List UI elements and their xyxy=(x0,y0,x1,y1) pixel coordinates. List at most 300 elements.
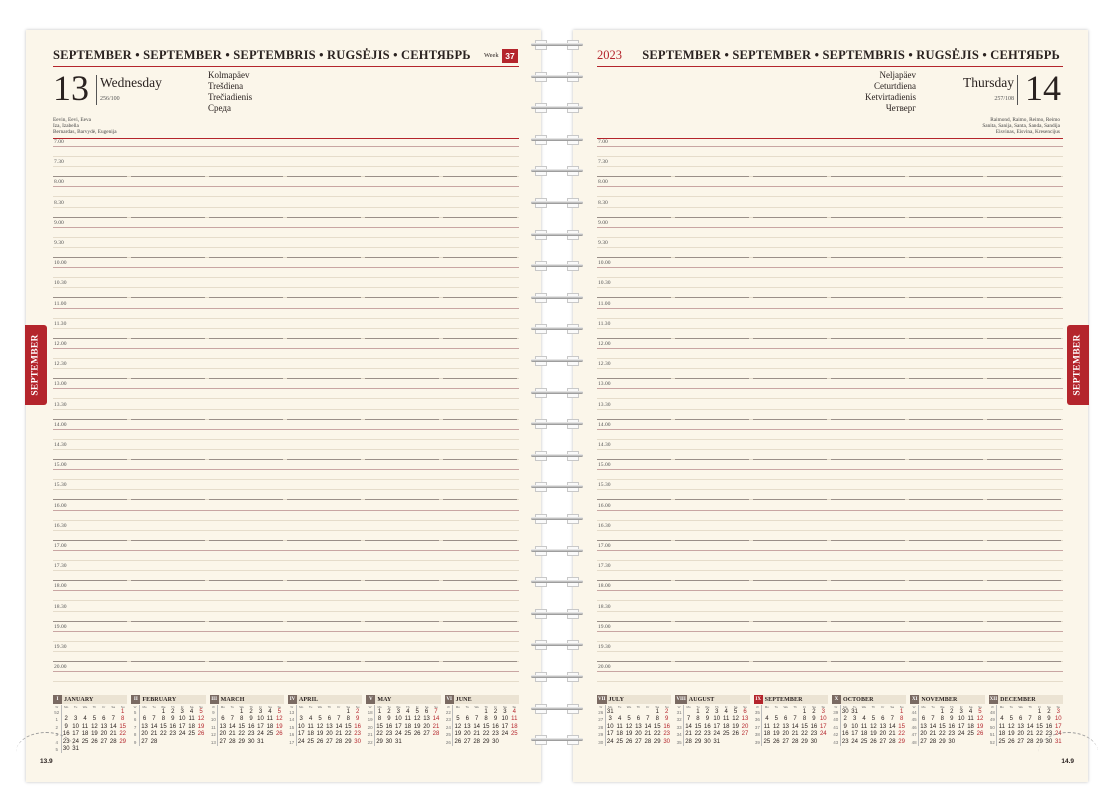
time-slot-line[interactable] xyxy=(597,429,1063,430)
mini-calendar-header xyxy=(675,695,749,704)
hour-grid[interactable] xyxy=(53,138,519,684)
month-name: MARCH xyxy=(220,696,245,703)
day-count: 257/108 xyxy=(994,96,1014,102)
time-slot-line[interactable] xyxy=(53,166,519,167)
column-segment xyxy=(831,257,905,258)
month-roman-numeral: XI xyxy=(912,697,918,702)
time-slot-line[interactable] xyxy=(53,570,519,571)
column-segment xyxy=(131,176,205,177)
time-slot-line[interactable] xyxy=(53,631,519,632)
column-segment xyxy=(987,297,1061,298)
time-label: 18.00 xyxy=(54,583,67,590)
week-row: 46 13 14 15 16 17 18 19 xyxy=(911,723,984,730)
column-segment xyxy=(597,378,671,379)
time-slot-line[interactable] xyxy=(597,489,1063,490)
week-row: 39 25 26 27 28 29 30 xyxy=(754,738,818,745)
month-roman-numeral: III xyxy=(211,697,218,702)
column-segment xyxy=(287,176,361,177)
header-rule xyxy=(597,66,1063,67)
time-label: 7.00 xyxy=(54,139,64,145)
month-roman-numeral: IX xyxy=(755,697,761,702)
time-slot-line[interactable] xyxy=(53,590,519,591)
week-row: 30 24 25 26 27 28 29 30 xyxy=(598,738,670,745)
column-segment xyxy=(287,378,361,379)
half-slot-line xyxy=(53,641,519,642)
time-label: 10.00 xyxy=(54,260,67,267)
spiral-ring xyxy=(531,324,583,334)
column-segment xyxy=(443,540,517,541)
mini-calendar-header xyxy=(131,695,205,704)
month-roman-numeral: VI xyxy=(446,697,452,702)
grid-top-rule xyxy=(597,138,1063,139)
month-roman-numeral: VII xyxy=(598,697,606,702)
column-segment xyxy=(987,499,1061,500)
time-label: 18.30 xyxy=(598,603,611,610)
column-segment xyxy=(365,540,439,541)
time-slot-line[interactable] xyxy=(53,368,519,369)
column-segment xyxy=(987,176,1061,177)
column-segment xyxy=(443,580,517,581)
time-slot-line[interactable] xyxy=(53,146,519,147)
month-roman-numeral: X xyxy=(832,695,841,704)
column-segment xyxy=(209,217,283,218)
column-segment xyxy=(443,297,517,298)
name-days xyxy=(982,117,1060,136)
column-segment xyxy=(675,580,749,581)
month-name: APRIL xyxy=(298,696,319,703)
column-segment xyxy=(53,378,127,379)
column-segment xyxy=(365,217,439,218)
half-slot-line xyxy=(53,600,519,601)
column-segment xyxy=(443,419,517,420)
column-segment xyxy=(987,378,1061,379)
column-segment xyxy=(209,338,283,339)
time-label: 18.00 xyxy=(598,583,611,590)
half-slot-line xyxy=(597,196,1063,197)
mini-calendar-july xyxy=(597,695,671,749)
spiral-ring xyxy=(531,135,583,145)
column-segment xyxy=(675,297,749,298)
column-segment xyxy=(597,419,671,420)
column-segment xyxy=(831,661,905,662)
week-row: 44 1 2 3 4 5 xyxy=(911,709,982,715)
week-row: 12 20 21 22 23 24 25 26 xyxy=(210,731,283,738)
column-segment xyxy=(365,499,439,500)
time-slot-line[interactable] xyxy=(53,348,519,349)
time-slot-line[interactable] xyxy=(597,308,1063,309)
column-segment xyxy=(831,176,905,177)
column-segment xyxy=(209,499,283,500)
week-row: 35 28 29 30 31 xyxy=(676,738,721,745)
time-slot-line[interactable] xyxy=(597,651,1063,652)
column-segment xyxy=(131,621,205,622)
weekday-row: W Mo Tu We Th Fr Sa Su xyxy=(597,704,671,709)
week-row: 6 6 7 8 9 10 11 12 xyxy=(131,716,205,723)
time-slot-line[interactable] xyxy=(597,671,1063,672)
column-segment xyxy=(831,338,905,339)
column-segment xyxy=(753,540,827,541)
page-number: 14.9 xyxy=(1061,758,1074,765)
mini-calendar-march xyxy=(210,695,284,749)
month-name: OCTOBER xyxy=(842,696,874,703)
half-slot-line xyxy=(597,681,1063,682)
mini-calendar-header xyxy=(910,695,984,704)
half-slot-line xyxy=(597,156,1063,157)
name-day-line: Eevin, Eevi, Eeva xyxy=(53,117,91,123)
time-slot-line[interactable] xyxy=(53,186,519,187)
month-name: MAY xyxy=(377,696,392,703)
column-segment xyxy=(53,297,127,298)
column-segment xyxy=(597,459,671,460)
column-segment xyxy=(131,257,205,258)
column-segment xyxy=(909,419,983,420)
time-slot-line[interactable] xyxy=(597,207,1063,208)
weekday-row: W Mo Tu We Th Fr Sa Su xyxy=(832,704,906,709)
column-segment xyxy=(675,419,749,420)
column-segment xyxy=(675,499,749,500)
week-row: 3 16 17 18 19 20 21 22 xyxy=(53,731,127,738)
time-label: 10.00 xyxy=(598,260,611,267)
mini-calendar-august xyxy=(675,695,749,749)
time-slot-line[interactable] xyxy=(597,388,1063,389)
column-segment xyxy=(909,257,983,258)
column-segment xyxy=(443,257,517,258)
hour-grid[interactable] xyxy=(597,138,1063,684)
column-segment xyxy=(675,540,749,541)
spiral-ring xyxy=(531,514,583,524)
time-slot-line[interactable] xyxy=(53,530,519,531)
column-segment xyxy=(209,621,283,622)
half-slot-line xyxy=(53,358,519,359)
week-row: 47 20 21 22 23 24 25 26 xyxy=(911,731,984,738)
spiral-ring xyxy=(531,451,583,461)
time-slot-line[interactable] xyxy=(597,247,1063,248)
week-row: 45 6 7 8 9 10 11 12 xyxy=(911,716,984,723)
week-row: 4 23 24 25 26 27 28 29 xyxy=(53,739,127,746)
column-segment xyxy=(831,621,905,622)
column-segment xyxy=(831,419,905,420)
day-number: 14 xyxy=(1025,68,1061,108)
mini-calendars xyxy=(597,695,1063,749)
column-segment xyxy=(209,419,283,420)
time-label: 15.30 xyxy=(54,482,67,489)
time-slot-line[interactable] xyxy=(53,550,519,551)
week-row: 26 26 27 28 29 30 xyxy=(445,738,499,745)
column-segment xyxy=(443,661,517,662)
column-segment xyxy=(831,297,905,298)
time-label: 19.00 xyxy=(598,623,611,630)
time-slot-line[interactable] xyxy=(597,166,1063,167)
day-name-translations xyxy=(208,70,252,114)
week-row: 18 1 2 3 4 5 6 7 xyxy=(367,709,438,715)
column-segment xyxy=(53,217,127,218)
time-slot-line[interactable] xyxy=(53,651,519,652)
time-slot-line[interactable] xyxy=(53,247,519,248)
month-roman-numeral: IV xyxy=(289,697,296,702)
column-segment xyxy=(131,297,205,298)
mini-calendars xyxy=(53,695,519,752)
right-page xyxy=(573,30,1088,782)
translation-et: Neljapäev xyxy=(879,70,916,80)
column-segment xyxy=(597,338,671,339)
month-name: JANUARY xyxy=(64,696,94,703)
column-segment xyxy=(909,338,983,339)
column-segment xyxy=(131,661,205,662)
time-slot-line[interactable] xyxy=(597,146,1063,147)
time-label: 12.00 xyxy=(54,341,67,347)
time-slot-line[interactable] xyxy=(53,287,519,288)
spiral-ring xyxy=(531,388,583,398)
column-segment xyxy=(597,297,671,298)
time-label: 10.30 xyxy=(54,280,67,287)
week-row: 39 30 31 1 xyxy=(833,709,904,715)
column-segment xyxy=(753,459,827,460)
mini-calendar-april xyxy=(288,695,362,749)
time-label: 9.00 xyxy=(54,219,64,226)
column-segment xyxy=(443,621,517,622)
half-slot-line xyxy=(597,318,1063,319)
column-segment xyxy=(753,580,827,581)
column-segment xyxy=(287,580,361,581)
time-slot-line[interactable] xyxy=(53,308,519,309)
column-segment xyxy=(987,419,1061,420)
time-slot-line[interactable] xyxy=(53,267,519,268)
time-label: 13.00 xyxy=(54,381,67,388)
time-slot-line[interactable] xyxy=(53,207,519,208)
half-slot-line xyxy=(53,237,519,238)
time-label: 7.00 xyxy=(598,139,608,145)
column-segment xyxy=(909,580,983,581)
week-row: 20 15 16 17 18 19 20 21 xyxy=(367,723,440,730)
column-segment xyxy=(365,621,439,622)
column-segment xyxy=(365,378,439,379)
mini-calendar-header xyxy=(597,695,671,704)
spiral-ring xyxy=(531,609,583,619)
week-row: 2 9 10 11 12 13 14 15 xyxy=(53,724,127,731)
month-roman-numeral: VIII xyxy=(676,697,686,702)
column-segment xyxy=(287,338,361,339)
column-segment xyxy=(365,257,439,258)
column-segment xyxy=(987,540,1061,541)
time-slot-line[interactable] xyxy=(53,611,519,612)
column-segment xyxy=(753,661,827,662)
mini-calendar-header xyxy=(366,695,440,704)
half-slot-line xyxy=(597,439,1063,440)
half-slot-line xyxy=(53,156,519,157)
week-row: 5 1 2 3 4 5 xyxy=(131,709,205,716)
column-segment xyxy=(909,459,983,460)
week-row: 35 1 2 3 xyxy=(754,709,825,715)
day-name-translations xyxy=(865,70,916,114)
column-segment xyxy=(597,621,671,622)
time-slot-line[interactable] xyxy=(597,449,1063,450)
mini-calendar-header xyxy=(989,695,1063,704)
time-slot-line[interactable] xyxy=(597,570,1063,571)
time-slot-line[interactable] xyxy=(597,590,1063,591)
half-slot-line xyxy=(53,277,519,278)
name-day-line: Iza, Izabella xyxy=(53,123,79,130)
time-slot-line[interactable] xyxy=(53,388,519,389)
time-slot-line[interactable] xyxy=(597,530,1063,531)
week-row: 41 9 10 11 12 13 14 15 xyxy=(833,723,905,730)
time-label: 20.00 xyxy=(598,664,611,671)
time-slot-line[interactable] xyxy=(597,631,1063,632)
half-slot-line xyxy=(53,398,519,399)
time-slot-line[interactable] xyxy=(53,449,519,450)
column-segment xyxy=(287,621,361,622)
name-day-line: Sanita, Sanija, Santa, Sanda, Sandija xyxy=(982,123,1060,130)
half-slot-line xyxy=(597,600,1063,601)
page-curl xyxy=(16,732,76,772)
time-slot-line[interactable] xyxy=(597,287,1063,288)
column-segment xyxy=(909,621,983,622)
week-row: 10 6 7 8 9 10 11 12 xyxy=(210,716,283,723)
name-days xyxy=(53,117,117,136)
weekday-row: W Mo Tu We Th Fr Sa Su xyxy=(210,704,284,709)
column-segment xyxy=(53,580,127,581)
time-label: 16.30 xyxy=(598,522,611,529)
spiral-ring xyxy=(531,577,583,587)
time-slot-line[interactable] xyxy=(597,368,1063,369)
time-label: 15.00 xyxy=(54,462,67,469)
half-slot-line xyxy=(53,318,519,319)
spiral-ring xyxy=(531,72,583,82)
mini-calendar-november xyxy=(910,695,984,749)
column-segment xyxy=(131,499,205,500)
column-segment xyxy=(53,419,127,420)
week-row: 22 1 2 3 4 xyxy=(445,709,516,715)
column-segment xyxy=(831,540,905,541)
week-row: 19 8 9 10 11 12 13 14 xyxy=(367,716,440,723)
mini-calendar-header xyxy=(445,695,519,704)
weekday-row: W Mo Tu We Th Fr Sa Su xyxy=(288,704,362,709)
column-segment xyxy=(987,459,1061,460)
time-slot-line[interactable] xyxy=(53,671,519,672)
column-segment xyxy=(753,378,827,379)
week-row: 16 17 18 19 20 21 22 23 xyxy=(289,731,361,738)
week-row: 34 21 22 23 24 25 26 27 xyxy=(676,731,749,738)
week-row: 43 23 24 25 26 27 28 29 xyxy=(833,738,905,745)
column-segment xyxy=(209,176,283,177)
name-day-line: Raimond, Raimo, Reimo, Reimo xyxy=(990,117,1060,123)
time-label: 20.00 xyxy=(54,664,67,671)
column-segment xyxy=(53,176,127,177)
time-slot-line[interactable] xyxy=(597,409,1063,410)
time-slot-line[interactable] xyxy=(597,267,1063,268)
time-slot-line[interactable] xyxy=(53,227,519,228)
mini-calendar-october xyxy=(832,695,906,749)
column-segment xyxy=(209,297,283,298)
spiral-ring xyxy=(531,103,583,113)
day-count: 256/100 xyxy=(100,96,120,102)
half-slot-line xyxy=(597,479,1063,480)
time-slot-line[interactable] xyxy=(597,611,1063,612)
time-label: 19.30 xyxy=(598,644,611,650)
column-segment xyxy=(753,621,827,622)
time-slot-line[interactable] xyxy=(53,429,519,430)
month-tab[interactable]: SEPTEMBER xyxy=(25,325,47,405)
weekday-row: W Mo Tu We Th Fr Sa Su xyxy=(675,704,749,709)
column-segment xyxy=(287,499,361,500)
time-label: 12.00 xyxy=(598,341,611,347)
half-slot-line xyxy=(53,479,519,480)
time-slot-line[interactable] xyxy=(53,489,519,490)
week-row: 48 1 2 3 xyxy=(989,709,1060,715)
column-segment xyxy=(287,419,361,420)
column-segment xyxy=(53,540,127,541)
spiral-ring xyxy=(531,230,583,240)
column-segment xyxy=(53,499,127,500)
column-segment xyxy=(287,217,361,218)
mini-calendar-header xyxy=(832,695,906,704)
time-slot-line[interactable] xyxy=(597,227,1063,228)
column-segment xyxy=(287,459,361,460)
time-label: 15.30 xyxy=(598,482,611,489)
time-slot-line[interactable] xyxy=(597,348,1063,349)
weekday-row: W Mo Tu We Th Fr Sa Su xyxy=(754,704,828,709)
column-segment xyxy=(53,621,127,622)
column-segment xyxy=(365,419,439,420)
day-number: 13 xyxy=(53,68,89,108)
spiral-ring xyxy=(531,419,583,429)
month-header: SEPTEMBER • SEPTEMBER • SEPTEMBRIS • RUGSĖJIS • СЕНТЯБРЬ xyxy=(642,48,1060,62)
time-label: 11.00 xyxy=(54,300,67,307)
column-segment xyxy=(753,257,827,258)
column-segment xyxy=(131,338,205,339)
column-segment xyxy=(209,378,283,379)
time-slot-line[interactable] xyxy=(597,550,1063,551)
mini-calendar-header xyxy=(288,695,362,704)
time-slot-line[interactable] xyxy=(597,510,1063,511)
column-segment xyxy=(131,217,205,218)
translation-lt: Trečiadienis xyxy=(208,92,253,102)
mini-calendar-february xyxy=(131,695,205,749)
week-row: 50 11 12 13 14 15 16 17 xyxy=(989,723,1062,730)
week-row: 26 31 1 2 xyxy=(598,709,669,715)
time-slot-line[interactable] xyxy=(53,510,519,511)
week-row: 13 27 28 29 30 31 xyxy=(210,738,264,745)
month-tab[interactable]: SEPTEMBER xyxy=(1067,325,1089,405)
column-segment xyxy=(909,217,983,218)
time-label: 11.30 xyxy=(598,320,611,327)
week-row: 14 3 4 5 6 7 8 9 xyxy=(289,716,360,723)
column-segment xyxy=(987,257,1061,258)
column-segment xyxy=(443,499,517,500)
column-segment xyxy=(987,338,1061,339)
time-label: 11.30 xyxy=(54,320,67,327)
time-slot-line[interactable] xyxy=(597,469,1063,470)
time-slot-line[interactable] xyxy=(597,186,1063,187)
time-slot-line[interactable] xyxy=(53,409,519,410)
column-segment xyxy=(675,338,749,339)
column-segment xyxy=(987,580,1061,581)
column-segment xyxy=(987,661,1061,662)
column-segment xyxy=(909,176,983,177)
month-roman-numeral: V xyxy=(366,695,375,704)
column-segment xyxy=(753,176,827,177)
time-slot-line[interactable] xyxy=(53,328,519,329)
time-slot-line[interactable] xyxy=(53,469,519,470)
time-label: 13.30 xyxy=(598,401,611,408)
week-row: 11 13 14 15 16 17 18 19 xyxy=(211,723,283,730)
column-segment xyxy=(443,338,517,339)
spiral-ring xyxy=(531,293,583,303)
half-slot-line xyxy=(597,560,1063,561)
day-name: Wednesday xyxy=(100,75,162,90)
time-slot-line[interactable] xyxy=(597,328,1063,329)
name-day-line: Eisvinas, Eisvina, Kresencijus xyxy=(995,129,1060,136)
translation-et: Kolmapäev xyxy=(208,70,250,80)
